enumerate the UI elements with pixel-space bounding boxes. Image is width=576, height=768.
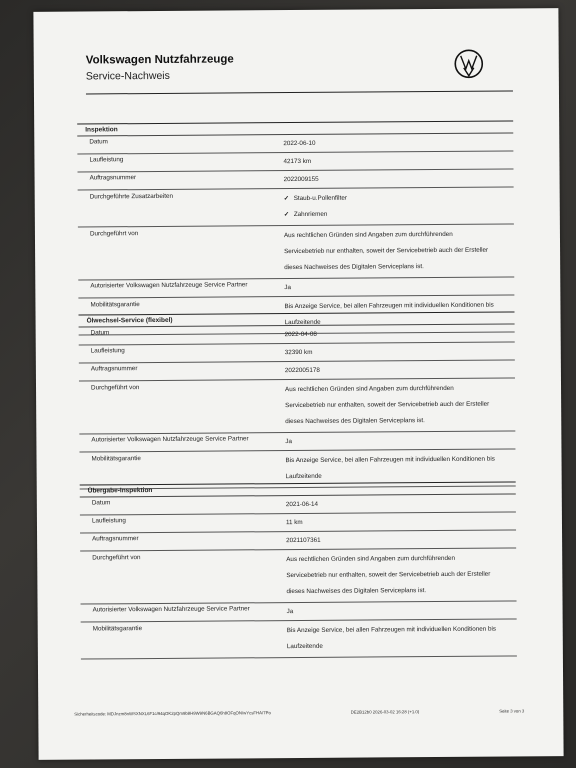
checklist-item: ✓ Staub-u.Pollenfilter — [284, 189, 514, 207]
security-code: Sicherheitscode: MDJnzm8nWSXNXL6F1c/94qOK2pQm9b8H9W9N6BGAQ6h8OFqON/wYcsFHA/7Po — [74, 710, 271, 717]
value: 2022-06-10 — [283, 139, 316, 148]
document-footer — [74, 708, 524, 716]
value: Aus rechtlichen Gründen sind Angaben zum durchführenden Servicebetrieb nur enthalten, soweit der Servicebetrieb auch der Ersteller dieses Nachweises des Digitalen Serviceplans ist. — [285, 384, 490, 426]
label: Autorisierter Volkswagen Nutzfahrzeuge Service Partner — [90, 281, 248, 290]
row-mobilitaetsgarantie — [81, 619, 517, 659]
label: Mobilitätsgarantie — [90, 301, 140, 309]
check-icon: ✓ — [283, 195, 290, 203]
label: Durchgeführte Zusatzarbeiten — [89, 192, 174, 201]
label: Auftragsnummer — [92, 535, 139, 543]
value: 2022005178 — [284, 366, 320, 375]
value: Aus rechtlichen Gründen sind Angaben zum durchführenden Servicebetrieb nur enthalten, soweit der Servicebetrieb auch der Ersteller dieses Nachweises des Digitalen Serviceplans ist. — [283, 230, 489, 272]
label: Durchgeführt von — [89, 230, 139, 238]
label: Durchgeführt von — [92, 554, 141, 562]
value: 2021107361 — [286, 536, 321, 545]
label: Datum — [90, 329, 110, 337]
row-durchgefuehrt — [78, 224, 514, 280]
row-zusatzarbeiten — [78, 187, 514, 227]
header-divider — [86, 90, 513, 94]
value: Bis Anzeige Service, bei allen Fahrzeugen mit individuellen Konditionen bis Laufzeitende — [284, 301, 494, 327]
value: 2021-06-14 — [285, 500, 319, 509]
label: Laufleistung — [91, 517, 126, 525]
label: Autorisierter Volkswagen Nutzfahrzeuge Service Partner — [92, 605, 250, 614]
value: Aus rechtlichen Gründen sind Angaben zum durchführenden Servicebetrieb nur enthalten, soweit der Servicebetrieb auch der Ersteller dieses Nachweises des Digitalen Serviceplans ist. — [286, 554, 491, 596]
brand-name: Volkswagen Nutzfahrzeuge — [85, 53, 234, 67]
label: Auftragsnummer — [90, 365, 138, 373]
label: Mobilitätsgarantie — [91, 455, 141, 463]
section-uebergabe — [80, 481, 517, 659]
label: Laufleistung — [90, 347, 125, 355]
vw-logo-icon — [454, 49, 484, 79]
section-title: Übergabe-Inspektion — [80, 481, 516, 497]
value: 11 km — [285, 518, 303, 527]
value: 42173 km — [283, 157, 312, 166]
row-durchgefuehrt — [80, 548, 516, 604]
row-durchgefuehrt — [79, 378, 515, 434]
checklist-item: ✓ Zahnriemen — [284, 205, 514, 223]
value: 2022-04-08 — [284, 330, 317, 339]
value — [284, 187, 514, 225]
document-title: Service-Nachweis — [85, 69, 170, 83]
value: Ja — [285, 438, 293, 446]
section-title: Inspektion — [77, 120, 513, 136]
section-oelwechsel — [79, 311, 516, 489]
value: 32390 km — [284, 348, 313, 357]
label: Durchgeführt von — [90, 384, 140, 392]
label: Autorisierter Volkswagen Nutzfahrzeuge Service Partner — [91, 435, 249, 444]
check-icon: ✓ — [283, 211, 290, 219]
value: Ja — [284, 284, 292, 292]
section-title: Ölwechsel-Service (flexibel) — [79, 311, 515, 327]
label: Auftragsnummer — [89, 174, 137, 182]
label: Datum — [91, 499, 111, 507]
footer-meta: DE2B12b0 2026-03-02 16:28 (+1.0) — [350, 709, 420, 715]
value: Ja — [286, 608, 294, 616]
value: Bis Anzeige Service, bei allen Fahrzeugen mit individuellen Konditionen bis Laufzeitende — [286, 625, 497, 651]
label: Laufleistung — [89, 156, 124, 164]
service-document — [33, 8, 563, 760]
value: Bis Anzeige Service, bei allen Fahrzeugen mit individuellen Konditionen bis Laufzeitende — [285, 455, 495, 481]
section-inspektion — [77, 120, 514, 335]
label: Datum — [89, 138, 108, 146]
value: 2022009155 — [283, 175, 319, 184]
label: Mobilitätsgarantie — [92, 625, 143, 633]
page-number: Seite 3 von 3 — [499, 708, 525, 714]
